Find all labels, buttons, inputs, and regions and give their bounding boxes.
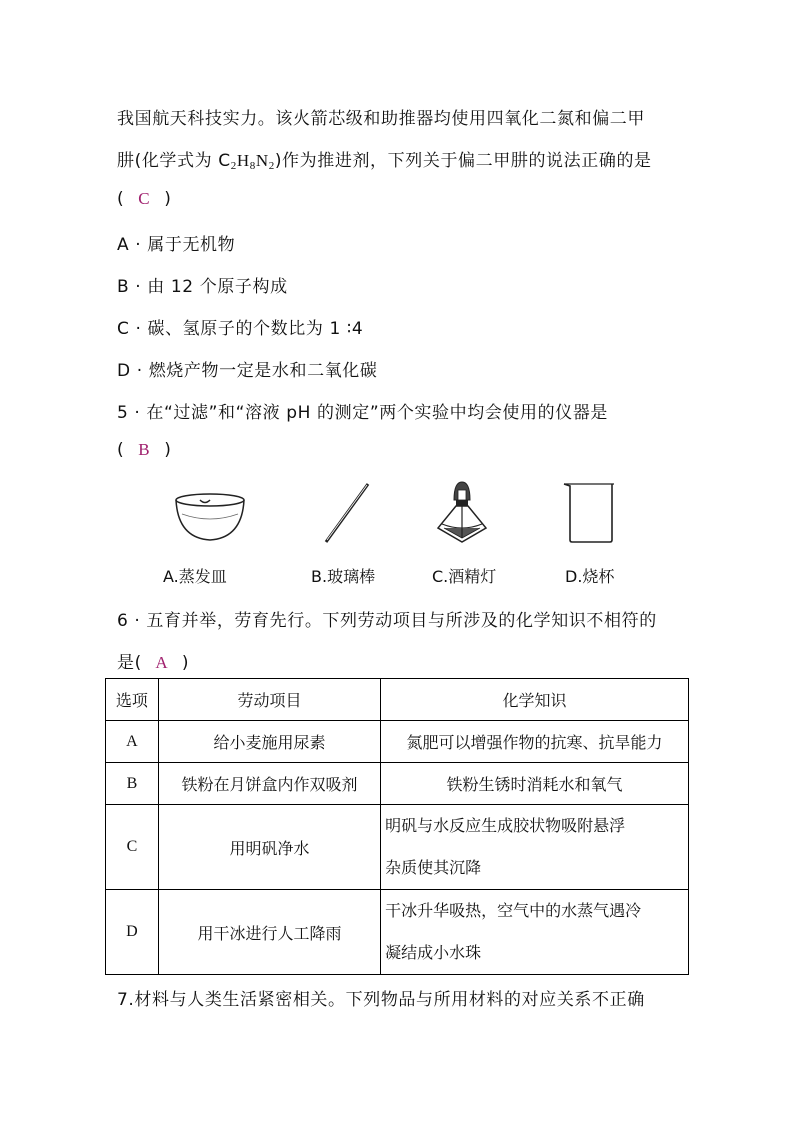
q6-answer-line [117,648,189,673]
table-cell-project: 用干冰进行人工降雨 [158,890,380,975]
q4-stem-prefix: 肼(化学式为 C [117,151,231,171]
table-cell-option: D [106,890,159,975]
q4-answer: C [138,189,151,208]
q6-stem-prefix: 是( [117,653,142,673]
formula-subscript-n: 2 [268,160,275,172]
knowledge-line: 明矾与水反应生成胶状物吸附悬浮 [385,816,626,835]
q5-answer: B [138,440,151,459]
q4-stem-line2 [117,146,652,172]
q6-answer: A [155,653,169,672]
knowledge-line: 杂质使其沉降 [385,858,482,877]
evaporating-dish-icon [170,478,250,548]
q5-paren-close: ) [164,440,172,460]
table-cell-project: 给小麦施用尿素 [158,721,380,763]
table-cell-knowledge: 铁粉生锈时消耗水和氧气 [381,763,689,805]
table-cell-option: A [106,721,159,763]
glass-rod-icon [318,478,378,548]
table-header-knowledge: 化学知识 [381,679,689,721]
apparatus-label-d: D.烧杯 [565,567,615,586]
beaker-icon [560,478,620,548]
table-cell-knowledge [381,805,689,890]
q7-stem-line1: 7.材料与人类生活紧密相关。下列物品与所用材料的对应关系不正确 [117,990,645,1010]
table-header-row [106,679,689,721]
table-row [106,890,689,975]
formula-n: N [255,151,269,170]
table-cell-knowledge: 氮肥可以增强作物的抗寒、抗旱能力 [381,721,689,763]
q5-stem-line1: 5 · 在“过滤”和“溶液 pH 的测定”两个实验中均会使用的仪器是 [117,403,609,423]
q6-stem-line1: 6 · 五育并举，劳育先行。下列劳动项目与所涉及的化学知识不相符的 [117,611,657,631]
table-cell-knowledge [381,890,689,975]
table-header-project: 劳动项目 [158,679,380,721]
q4-option-c: C · 碳、氢原子的个数比为 1 ∶4 [117,319,364,339]
table-row [106,805,689,890]
table-row [106,721,689,763]
formula-subscript-c: 2 [230,160,237,172]
table-cell-project: 用明矾净水 [158,805,380,890]
q4-answer-line [117,189,171,209]
q4-paren-close: ) [164,189,172,209]
table-cell-option: B [106,763,159,805]
q4-stem-line1: 我国航天科技实力。该火箭芯级和助推器均使用四氧化二氮和偏二甲 [117,109,645,129]
formula-h: H [236,151,250,170]
alcohol-lamp-icon [432,478,492,548]
table-header-option: 选项 [106,679,159,721]
q4-paren-open: ( [117,189,125,209]
table-row [106,763,689,805]
labor-knowledge-table [105,678,689,975]
table-cell-project: 铁粉在月饼盒内作双吸剂 [158,763,380,805]
q4-option-a: A · 属于无机物 [117,235,236,255]
apparatus-label-b: B.玻璃棒 [311,567,376,586]
q4-option-b: B · 由 12 个原子构成 [117,277,288,297]
apparatus-label-a: A.蒸发皿 [163,567,227,586]
q5-paren-open: ( [117,440,125,460]
knowledge-line: 干冰升华吸热，空气中的水蒸气遇冷 [385,901,642,920]
formula-subscript-h: 8 [249,160,256,172]
table-cell-option: C [106,805,159,890]
q4-stem-suffix: )作为推进剂，下列关于偏二甲肼的说法正确的是 [274,151,652,171]
knowledge-line: 凝结成小水珠 [385,943,482,962]
apparatus-label-c: C.酒精灯 [432,567,497,586]
q6-paren-close: ) [181,653,190,673]
q4-option-d: D · 燃烧产物一定是水和二氧化碳 [117,361,378,381]
q5-answer-line [117,440,171,460]
